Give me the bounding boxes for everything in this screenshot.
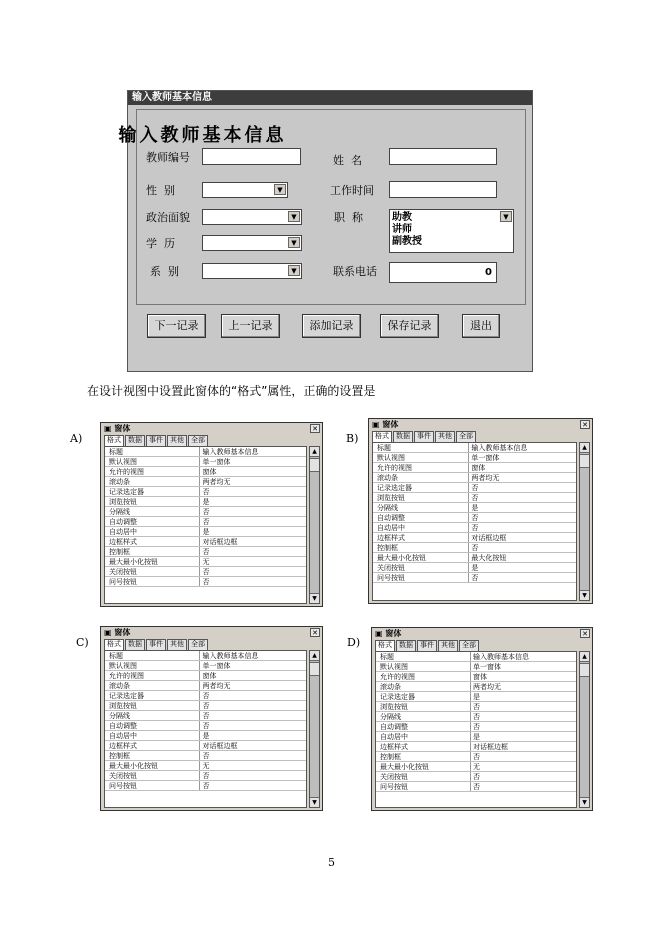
property-tab[interactable]: 格式	[104, 435, 124, 446]
property-sheet-title-text: 窗体	[114, 628, 131, 637]
property-tabs	[375, 640, 480, 651]
property-name: 允许的视图	[109, 672, 144, 680]
phone-input[interactable]: 0	[389, 262, 497, 283]
label-work-time: 工作时间	[330, 184, 374, 197]
property-value[interactable]: 无	[199, 557, 306, 566]
question-text: 在设计视图中设置此窗体的“格式”属性，正确的设置是	[87, 384, 376, 398]
chevron-down-icon[interactable]: ▼	[288, 211, 300, 222]
property-value[interactable]: 两者均无	[199, 477, 306, 486]
property-name: 记录选定器	[109, 488, 144, 496]
option-letter-c: C)	[76, 636, 89, 649]
scroll-down-icon[interactable]: ▼	[310, 797, 319, 807]
scroll-up-icon[interactable]: ▲	[580, 652, 589, 662]
label-politics: 政治面貌	[146, 211, 190, 224]
property-name: 控制框	[380, 753, 401, 761]
property-tab[interactable]: 其他	[438, 640, 458, 651]
property-value[interactable]: 是	[199, 731, 306, 740]
property-tab[interactable]: 格式	[104, 639, 124, 650]
property-name: 分隔线	[109, 712, 130, 720]
property-tab[interactable]: 全部	[188, 435, 208, 446]
close-icon[interactable]: ✕	[310, 424, 320, 433]
property-name: 分隔线	[380, 713, 401, 721]
property-sheet-title-text: 窗体	[385, 629, 402, 638]
property-name: 浏览按钮	[109, 498, 137, 506]
property-row[interactable]	[376, 772, 576, 782]
form-heading: 输入教师基本信息	[118, 125, 287, 146]
title-listbox[interactable]	[389, 209, 514, 253]
property-value[interactable]: 否	[199, 517, 306, 526]
property-name: 边框样式	[109, 538, 137, 546]
property-row[interactable]	[373, 473, 576, 483]
property-value[interactable]: 否	[199, 711, 306, 720]
property-value[interactable]: 两者均无	[199, 681, 306, 690]
property-value[interactable]: 对话框边框	[199, 741, 306, 750]
property-grid	[375, 651, 577, 808]
prev-record-button[interactable]: 上一记录	[221, 314, 280, 338]
property-value[interactable]: 否	[199, 701, 306, 710]
property-sheet-b	[368, 418, 593, 604]
property-value[interactable]: 窗体	[468, 463, 576, 472]
property-value[interactable]: 是	[468, 563, 576, 572]
teacher-id-input[interactable]	[202, 148, 301, 165]
property-value[interactable]: 单一窗体	[199, 661, 306, 670]
property-scrollbar[interactable]	[579, 651, 590, 808]
property-row[interactable]	[105, 691, 306, 701]
property-row[interactable]	[373, 573, 576, 583]
property-name: 最大最小化按钮	[377, 554, 426, 562]
property-value[interactable]: 无	[199, 761, 306, 770]
property-name: 最大最小化按钮	[109, 558, 158, 566]
property-tab[interactable]: 全部	[456, 431, 476, 442]
property-value[interactable]: 两者均无	[470, 682, 576, 691]
property-name: 滚动条	[380, 683, 401, 691]
property-row[interactable]	[105, 701, 306, 711]
property-sheet-title	[372, 628, 592, 639]
property-name: 自动调整	[380, 723, 408, 731]
property-name: 默认视图	[109, 458, 137, 466]
property-row[interactable]	[105, 547, 306, 557]
label-phone: 联系电话	[333, 265, 377, 278]
property-value[interactable]: 否	[468, 493, 576, 502]
property-row[interactable]	[376, 682, 576, 692]
property-name: 自动居中	[109, 528, 137, 536]
property-name: 自动调整	[109, 722, 137, 730]
property-row[interactable]	[105, 731, 306, 741]
scroll-up-icon[interactable]: ▲	[580, 443, 589, 453]
property-row[interactable]	[373, 563, 576, 573]
chevron-down-icon[interactable]: ▼	[288, 237, 300, 248]
property-row[interactable]	[376, 752, 576, 762]
property-tab[interactable]: 事件	[146, 639, 166, 650]
scroll-down-icon[interactable]: ▼	[580, 797, 589, 807]
form-icon: ▣	[375, 629, 386, 638]
property-value[interactable]: 否	[199, 781, 306, 790]
property-row[interactable]	[105, 487, 306, 497]
scroll-thumb[interactable]	[310, 458, 319, 472]
property-value[interactable]: 否	[468, 513, 576, 522]
property-tab[interactable]: 其他	[167, 639, 187, 650]
property-row[interactable]	[373, 493, 576, 503]
property-tab[interactable]: 数据	[396, 640, 416, 651]
scroll-down-icon[interactable]: ▼	[310, 593, 319, 603]
property-row[interactable]	[105, 671, 306, 681]
property-row[interactable]	[105, 577, 306, 587]
scroll-thumb[interactable]	[310, 662, 319, 676]
property-row[interactable]	[373, 533, 576, 543]
property-name: 问号按钮	[380, 783, 408, 791]
property-row[interactable]	[376, 662, 576, 672]
property-tab[interactable]: 全部	[459, 640, 479, 651]
property-name: 关闭按钮	[380, 773, 408, 781]
save-record-button[interactable]: 保存记录	[380, 314, 439, 338]
property-value[interactable]: 窗体	[199, 671, 306, 680]
property-value[interactable]: 否	[470, 702, 576, 711]
property-name: 标题	[380, 653, 394, 661]
close-icon[interactable]: ✕	[580, 629, 590, 638]
property-name: 控制框	[109, 752, 130, 760]
property-row[interactable]	[376, 782, 576, 792]
form-icon: ▣	[104, 424, 115, 433]
property-row[interactable]	[105, 651, 306, 661]
property-value[interactable]: 输入教师基本信息	[199, 651, 306, 660]
property-row[interactable]	[373, 453, 576, 463]
property-name: 允许的视图	[380, 673, 415, 681]
property-name: 滚动条	[109, 478, 130, 486]
department-combo[interactable]	[202, 263, 302, 279]
property-row[interactable]	[376, 702, 576, 712]
property-grid	[104, 446, 307, 604]
property-scrollbar[interactable]	[309, 446, 320, 604]
property-name: 自动调整	[109, 518, 137, 526]
property-tabs	[104, 639, 209, 650]
property-name: 允许的视图	[377, 464, 412, 472]
property-value[interactable]: 对话框边框	[470, 742, 576, 751]
next-record-button[interactable]: 下一记录	[147, 314, 206, 338]
property-name: 标题	[377, 444, 391, 452]
property-name: 问号按钮	[109, 578, 137, 586]
property-value[interactable]: 是	[199, 497, 306, 506]
option-letter-a: A)	[70, 432, 83, 445]
scroll-up-icon[interactable]: ▲	[310, 447, 319, 457]
property-row[interactable]	[105, 527, 306, 537]
property-value[interactable]: 否	[199, 487, 306, 496]
label-teacher-id: 教师编号	[146, 151, 190, 164]
property-name: 自动居中	[377, 524, 405, 532]
title-option[interactable]: 讲师	[392, 224, 412, 235]
property-value[interactable]: 对话框边框	[199, 537, 306, 546]
property-name: 自动居中	[109, 732, 137, 740]
property-tab[interactable]: 事件	[146, 435, 166, 446]
form-window-title: 输入教师基本信息	[128, 91, 532, 105]
property-sheet-title	[101, 627, 322, 638]
property-row[interactable]	[105, 457, 306, 467]
property-value[interactable]: 输入教师基本信息	[199, 447, 306, 456]
property-row[interactable]	[105, 517, 306, 527]
scroll-thumb[interactable]	[580, 663, 589, 677]
property-name: 浏览按钮	[380, 703, 408, 711]
property-value[interactable]: 否	[470, 772, 576, 781]
property-row[interactable]	[105, 781, 306, 791]
label-name: 姓 名	[333, 154, 362, 167]
property-row[interactable]	[376, 672, 576, 682]
property-name: 边框样式	[377, 534, 405, 542]
property-row[interactable]	[376, 762, 576, 772]
property-tabs	[372, 431, 477, 442]
property-tab[interactable]: 格式	[375, 640, 395, 651]
property-name: 记录选定器	[380, 693, 415, 701]
property-name: 关闭按钮	[109, 568, 137, 576]
education-combo[interactable]	[202, 235, 302, 251]
property-value[interactable]: 否	[470, 712, 576, 721]
property-sheet-title	[101, 423, 322, 434]
property-value[interactable]: 单一窗体	[470, 662, 576, 671]
property-row[interactable]	[373, 543, 576, 553]
property-row[interactable]	[105, 711, 306, 721]
property-name: 记录选定器	[377, 484, 412, 492]
form-icon: ▣	[104, 628, 115, 637]
property-row[interactable]	[105, 751, 306, 761]
property-tab[interactable]: 数据	[125, 435, 145, 446]
property-row[interactable]	[105, 497, 306, 507]
label-education: 学 历	[146, 237, 175, 250]
gender-combo[interactable]	[202, 182, 288, 198]
property-value[interactable]: 最大化按钮	[468, 553, 576, 562]
property-row[interactable]	[373, 523, 576, 533]
property-tab[interactable]: 全部	[188, 639, 208, 650]
chevron-down-icon[interactable]: ▼	[288, 265, 300, 276]
property-row[interactable]	[105, 507, 306, 517]
property-tabs	[104, 435, 209, 446]
property-row[interactable]	[105, 741, 306, 751]
property-name: 浏览按钮	[109, 702, 137, 710]
property-row[interactable]	[376, 652, 576, 662]
property-name: 默认视图	[380, 663, 408, 671]
title-option[interactable]: 助教	[392, 212, 412, 223]
property-value[interactable]: 否	[468, 573, 576, 582]
property-name: 自动调整	[377, 514, 405, 522]
property-name: 默认视图	[109, 662, 137, 670]
property-name: 最大最小化按钮	[109, 762, 158, 770]
property-tab[interactable]: 事件	[417, 640, 437, 651]
property-sheet-title-text: 窗体	[114, 424, 131, 433]
property-tab[interactable]: 数据	[393, 431, 413, 442]
property-name: 问号按钮	[377, 574, 405, 582]
property-row[interactable]	[105, 661, 306, 671]
property-row[interactable]	[376, 722, 576, 732]
property-value[interactable]: 是	[470, 732, 576, 741]
politics-combo[interactable]	[202, 209, 302, 225]
property-name: 滚动条	[109, 682, 130, 690]
form-icon: ▣	[372, 420, 383, 429]
property-value[interactable]: 单一窗体	[468, 453, 576, 462]
property-name: 滚动条	[377, 474, 398, 482]
property-name: 标题	[109, 652, 123, 660]
property-row[interactable]	[105, 567, 306, 577]
scroll-down-icon[interactable]: ▼	[580, 590, 589, 600]
property-name: 标题	[109, 448, 123, 456]
exit-button[interactable]: 退出	[462, 314, 500, 338]
property-row[interactable]	[376, 732, 576, 742]
property-value[interactable]: 否	[199, 507, 306, 516]
property-name: 分隔线	[109, 508, 130, 516]
scroll-up-icon[interactable]: ▲	[310, 651, 319, 661]
property-value[interactable]: 否	[468, 543, 576, 552]
property-row[interactable]	[373, 513, 576, 523]
property-value[interactable]: 否	[470, 722, 576, 731]
property-sheet-d	[371, 627, 593, 811]
property-grid	[372, 442, 577, 601]
property-tab[interactable]: 其他	[435, 431, 455, 442]
property-value[interactable]: 否	[199, 547, 306, 556]
close-icon[interactable]: ✕	[580, 420, 590, 429]
property-value[interactable]: 两者均无	[468, 473, 576, 482]
work-time-input[interactable]	[389, 181, 497, 198]
property-grid	[104, 650, 307, 808]
property-row[interactable]	[105, 761, 306, 771]
property-row[interactable]	[105, 771, 306, 781]
property-name: 允许的视图	[109, 468, 144, 476]
label-title: 职 称	[334, 211, 363, 224]
scroll-thumb[interactable]	[580, 454, 589, 468]
property-row[interactable]	[105, 537, 306, 547]
property-value[interactable]: 否	[199, 567, 306, 576]
property-row[interactable]	[105, 557, 306, 567]
property-value[interactable]: 窗体	[199, 467, 306, 476]
chevron-down-icon[interactable]: ▼	[274, 184, 286, 195]
property-value[interactable]: 窗体	[470, 672, 576, 681]
property-row[interactable]	[373, 483, 576, 493]
property-sheet-title	[369, 419, 592, 430]
property-row[interactable]	[373, 443, 576, 453]
property-row[interactable]	[105, 477, 306, 487]
property-value[interactable]: 否	[468, 483, 576, 492]
chevron-down-icon[interactable]: ▼	[500, 211, 512, 222]
property-row[interactable]	[105, 721, 306, 731]
property-sheet-title-text: 窗体	[382, 420, 399, 429]
property-name: 记录选定器	[109, 692, 144, 700]
label-gender: 性 别	[146, 184, 175, 197]
property-row[interactable]	[376, 692, 576, 702]
property-value[interactable]: 否	[199, 691, 306, 700]
property-name: 浏览按钮	[377, 494, 405, 502]
title-option[interactable]: 副教授	[392, 236, 422, 247]
property-name: 边框样式	[109, 742, 137, 750]
label-department: 系 别	[150, 265, 179, 278]
name-input[interactable]	[389, 148, 497, 165]
property-value[interactable]: 否	[199, 771, 306, 780]
property-value[interactable]: 输入教师基本信息	[470, 652, 576, 661]
property-row[interactable]	[376, 742, 576, 752]
property-name: 关闭按钮	[377, 564, 405, 572]
property-name: 控制框	[377, 544, 398, 552]
property-row[interactable]	[373, 463, 576, 473]
property-name: 控制框	[109, 548, 130, 556]
option-letter-d: D)	[347, 636, 361, 649]
property-value[interactable]: 否	[468, 523, 576, 532]
property-scrollbar[interactable]	[579, 442, 590, 601]
add-record-button[interactable]: 添加记录	[302, 314, 361, 338]
property-tab[interactable]: 数据	[125, 639, 145, 650]
property-value[interactable]: 否	[199, 577, 306, 586]
property-value[interactable]: 否	[470, 752, 576, 761]
option-letter-b: B)	[346, 432, 359, 445]
property-name: 最大最小化按钮	[380, 763, 429, 771]
property-row[interactable]	[373, 553, 576, 563]
property-tab[interactable]: 其他	[167, 435, 187, 446]
property-name: 问号按钮	[109, 782, 137, 790]
property-value[interactable]: 输入教师基本信息	[468, 443, 576, 452]
property-value[interactable]: 无	[470, 762, 576, 771]
close-icon[interactable]: ✕	[310, 628, 320, 637]
property-value[interactable]: 是	[199, 527, 306, 536]
property-sheet-c	[100, 626, 323, 811]
property-name: 边框样式	[380, 743, 408, 751]
property-row[interactable]	[376, 712, 576, 722]
property-name: 自动居中	[380, 733, 408, 741]
page-number: 5	[328, 856, 335, 869]
property-name: 默认视图	[377, 454, 405, 462]
property-value[interactable]: 单一窗体	[199, 457, 306, 466]
property-value[interactable]: 是	[470, 692, 576, 701]
property-row[interactable]	[105, 467, 306, 477]
property-value[interactable]: 是	[468, 503, 576, 512]
property-name: 分隔线	[377, 504, 398, 512]
property-name: 关闭按钮	[109, 772, 137, 780]
property-scrollbar[interactable]	[309, 650, 320, 808]
property-tab[interactable]: 格式	[372, 431, 392, 442]
property-row[interactable]	[105, 447, 306, 457]
property-tab[interactable]: 事件	[414, 431, 434, 442]
property-value[interactable]: 否	[470, 782, 576, 791]
property-value[interactable]: 对话框边框	[468, 533, 576, 542]
property-row[interactable]	[105, 681, 306, 691]
property-sheet-a	[100, 422, 323, 607]
property-value[interactable]: 否	[199, 721, 306, 730]
property-value[interactable]: 否	[199, 751, 306, 760]
property-row[interactable]	[373, 503, 576, 513]
